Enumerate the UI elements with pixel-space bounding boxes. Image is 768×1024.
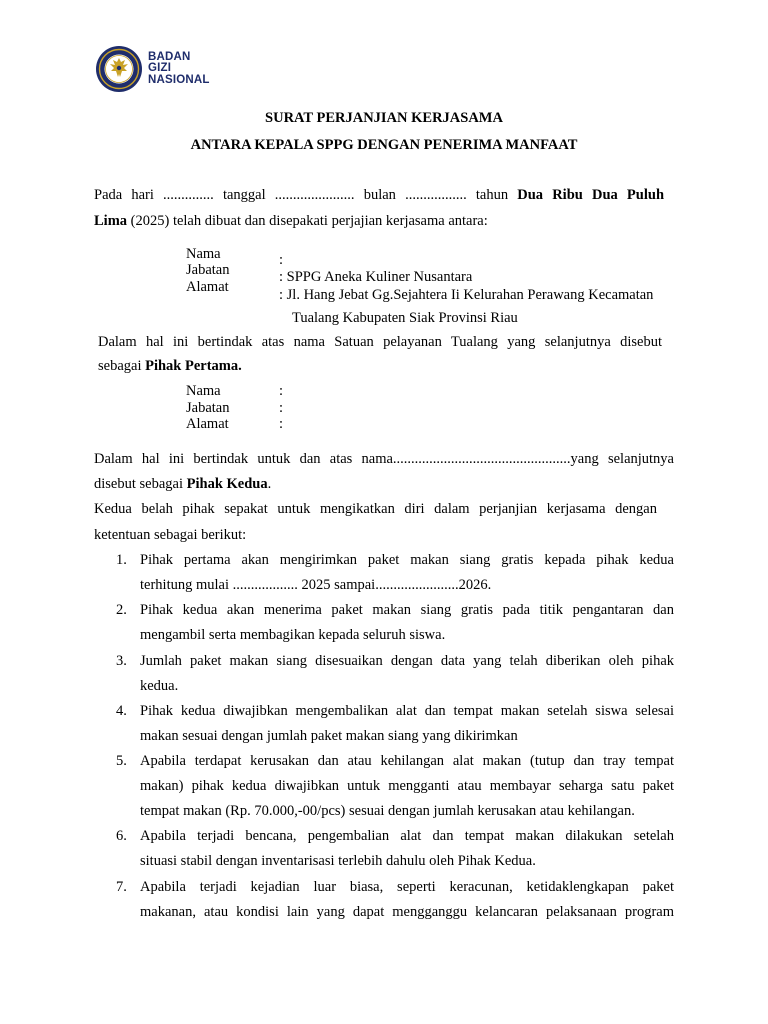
second-party-nama-colon: : <box>279 383 284 399</box>
second-party-statement-line-2: disebut sebagai Pihak Kedua. <box>94 476 272 492</box>
first-party-statement-line-1: Dalam hal ini bertindak atas nama Satuan pelayanan Tualang yang selanjutnya disebut <box>98 334 662 350</box>
term-3-line-2: kedua. <box>140 678 179 694</box>
term-2-line-2: mengambil serta membagikan kepada seluruh siswa. <box>140 627 446 643</box>
term-6-line-2: situasi stabil dengan inventarisasi terlebih dahulu oleh Pihak Kedua. <box>140 853 536 869</box>
term-4-line-2: makan sesuai dengan jumlah paket makan siang yang dikirimkan <box>140 728 518 744</box>
first-party-jabatan-value: : SPPG Aneka Kuliner Nusantara <box>279 269 473 285</box>
term-7-line-1: Apabila terjadi kejadian luar biasa, seperti keracunan, ketidaklengkapan paket <box>140 879 674 895</box>
agreement-intro-line-2: ketentuan sebagai berikut: <box>94 527 247 543</box>
document-subtitle: ANTARA KEPALA SPPG DENGAN PENERIMA MANFAAT <box>190 137 578 153</box>
term-5-line-1: Apabila terdapat kerusakan dan atau kehilangan alat makan (tutup dan tray tempat <box>140 753 674 769</box>
term-1-line-1: Pihak pertama akan mengirimkan paket makan siang gratis kepada pihak kedua <box>140 552 674 568</box>
term-5-line-2: makan) pihak kedua diwajibkan untuk mengganti atau membayar seharga satu paket <box>140 778 674 794</box>
term-3-line-1: Jumlah paket makan siang disesuaikan dengan data yang telah diberikan oleh pihak <box>140 653 674 669</box>
document-title: SURAT PERJANJIAN KERJASAMA <box>265 110 503 126</box>
term-2-line-1: Pihak kedua akan menerima paket makan siang gratis pada titik pengantaran dan <box>140 602 674 618</box>
term-7-line-2: makanan, atau kondisi lain yang dapat mengganggu kelancaran pelaksanaan program <box>140 904 674 920</box>
second-party-jabatan-colon: : <box>279 400 284 416</box>
second-party-alamat-colon: : <box>279 416 284 432</box>
term-1-line-2: terhitung mulai .................. 2025 sampai.......................2026. <box>140 577 492 593</box>
second-party-label-nama: Nama <box>186 383 221 399</box>
intro-line-2: Lima (2025) telah dibuat dan disepakati perjajian kerjasama antara: <box>94 213 488 229</box>
logo-line-1: BADAN <box>148 50 191 63</box>
second-party-statement-line-1: Dalam hal ini bertindak untuk dan atas nama.................................................yang selanjutnya <box>94 451 674 467</box>
first-party-statement-line-2: sebagai Pihak Pertama. <box>98 358 242 374</box>
logo-line-2: GIZI <box>148 62 172 75</box>
logo-line-3: NASIONAL <box>148 73 210 86</box>
first-party-alamat-value: : Jl. Hang Jebat Gg.Sejahtera Ii Kelurahan Perawang Kecamatan <box>279 287 654 303</box>
agreement-intro-line-1: Kedua belah pihak sepakat untuk mengikatkan diri dalam perjanjian kerjasama dengan <box>94 501 657 517</box>
term-4-line-1: Pihak kedua diwajibkan mengembalikan alat dan tempat makan setelah siswa selesai <box>140 703 674 719</box>
term-5-line-3: tempat makan (Rp. 70.000,-00/pcs) sesuai dengan jumlah kerusakan atau kehilangan. <box>140 803 635 819</box>
first-party-label-jabatan: Jabatan <box>186 262 230 278</box>
organization-logo <box>94 42 210 96</box>
first-party-nama-colon: : <box>279 252 284 268</box>
first-party-label-nama: Nama <box>186 246 221 262</box>
intro-line-1: Pada hari .............. tanggal ...................... bulan ................. tahun Dua Ribu Dua Puluh <box>94 187 665 203</box>
second-party-label-alamat: Alamat <box>186 416 229 432</box>
first-party-alamat-continued: Tualang Kabupaten Siak Provinsi Riau <box>292 310 518 326</box>
first-party-label-alamat: Alamat <box>186 279 229 295</box>
organization-name <box>148 52 210 87</box>
second-party-label-jabatan: Jabatan <box>186 400 230 416</box>
term-6-line-1: Apabila terjadi bencana, pengembalian alat dan tempat makan dilakukan setelah <box>140 828 674 844</box>
garuda-emblem-icon <box>94 42 144 96</box>
